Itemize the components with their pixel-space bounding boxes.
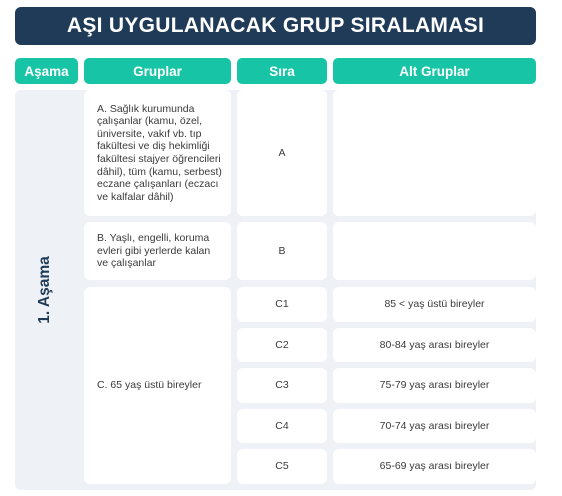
subgroup-cell-c3: 75-79 yaş arası bireyler	[333, 368, 536, 403]
group-cell-a	[84, 90, 231, 216]
group-c-text: C. 65 yaş üstü bireyler	[97, 379, 202, 392]
order-cell-c4: C4	[237, 409, 327, 443]
group-cell-b	[84, 222, 231, 280]
group-b-text: B. Yaşlı, engelli, koruma evleri gibi yerlerde kalan ve çalışanlar	[97, 232, 211, 270]
subgroup-cell-b	[333, 222, 536, 280]
order-cell-c1: C1	[237, 287, 327, 322]
page-title: AŞI UYGULANACAK GRUP SIRALAMASI	[15, 7, 536, 45]
group-a-text: A. Sağlık kurumunda çalışanlar (kamu, özel, üniversite, vakıf vb. tıp fakültesi ve diş hekimliği fakültesi stajyer öğrencileri dâhil), tüm (kamu, serbest) eczane çalışanları (eczacı ve kalfalar dâhil)	[97, 102, 222, 203]
subgroup-cell-c4: 70-74 yaş arası bireyler	[333, 409, 536, 443]
subgroup-cell-c1: 85 < yaş üstü bireyler	[333, 287, 536, 322]
subgroup-cell-c5: 65-69 yaş arası bireyler	[333, 449, 536, 484]
subgroup-cell-c2: 80-84 yaş arası bireyler	[333, 328, 536, 362]
subgroup-cell-a	[333, 90, 536, 216]
order-cell-c3: C3	[237, 368, 327, 403]
order-cell-c5: C5	[237, 449, 327, 484]
header-stage: Aşama	[15, 58, 78, 84]
stage-label: 1. Aşama	[36, 256, 53, 324]
header-order: Sıra	[237, 58, 327, 84]
order-cell-a: A	[237, 90, 327, 216]
order-cell-c2: C2	[237, 328, 327, 362]
header-groups: Gruplar	[84, 58, 231, 84]
header-subgroups: Alt Gruplar	[333, 58, 536, 84]
order-cell-b: B	[237, 222, 327, 280]
group-cell-c	[84, 287, 231, 484]
